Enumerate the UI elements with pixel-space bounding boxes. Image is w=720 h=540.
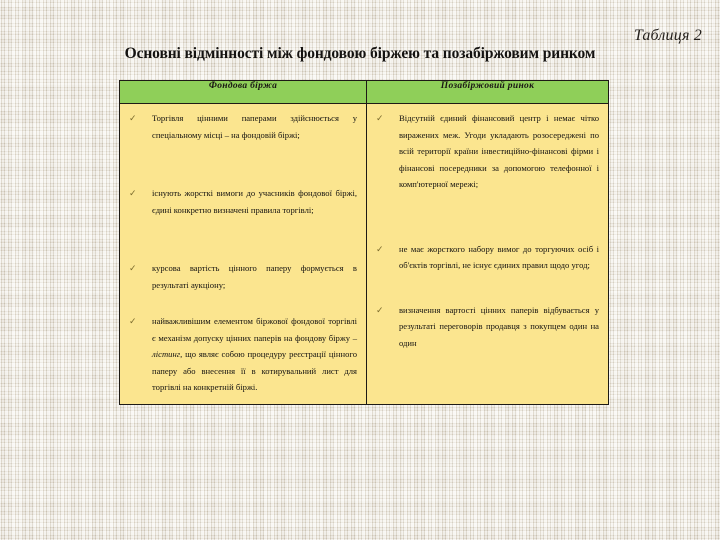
list-item [373,302,599,352]
table-body-row [120,104,609,405]
list-item-label: не має жорсткого набору вимог до торгуючих осіб і об'єктів торгівлі, не існує єдиних правил щодо угод; [399,243,599,270]
table-number-caption: Таблиця 2 [633,27,702,44]
column-header-stock-exchange: Фондова біржа [120,81,367,104]
list-item-emphasis: лістинг [152,349,181,359]
otc-market-bullet-list [373,110,599,351]
list-item-text-tail: , що являє собою процедуру реєстрації цінного паперу або внесення її в котирувальний лист для торгівлі на конкретній біржі. [152,349,357,392]
list-item [373,241,599,274]
table-header-row [120,81,609,104]
comparison-table [119,80,609,405]
cell-stock-exchange [120,104,367,405]
list-item [126,260,357,293]
list-item-label: курсова вартість цінного паперу формується в результаті аукціону; [152,263,357,290]
list-item-text-head: найважливішим елементом біржової фондової торгівлі є механізм допуску цінних паперів на фондову біржу – [152,316,357,343]
cell-otc-market [367,104,609,405]
list-item [126,313,357,396]
check-icon: ✓ [129,188,137,198]
list-item [126,110,357,143]
list-item [373,110,599,193]
check-icon: ✓ [376,113,384,123]
check-icon: ✓ [129,263,137,273]
check-icon: ✓ [129,316,137,326]
list-item-label [152,313,357,396]
stock-exchange-bullet-list [126,110,357,396]
column-header-otc-market: Позабіржовий ринок [367,81,609,104]
check-icon: ✓ [376,304,384,315]
list-item-label: Відсутній єдиний фінансовий центр і немає чітко виражених меж. Угоди укладають розосереджені по всій території країни інвестиційно-фінансові фірми і фінансові посередники за допомогою телефонної і комп'ютерної мережі; [399,113,599,189]
list-item-label: визначення вартості цінних паперів відбувається у результаті переговорів продавця з покупцем один на один [399,304,599,348]
list-item-label: Торгівля цінними паперами здійснюється у спеціальному місці – на фондовій біржі; [152,113,357,140]
page-title: Основні відмінності між фондовою біржею та позабіржовим ринком [124,45,596,62]
list-item [126,185,357,218]
check-icon: ✓ [376,243,384,254]
list-item-label: існують жорсткі вимоги до учасників фондової біржі, єдині конкретно визначені правила торгівлі; [152,188,357,215]
check-icon: ✓ [129,113,137,123]
